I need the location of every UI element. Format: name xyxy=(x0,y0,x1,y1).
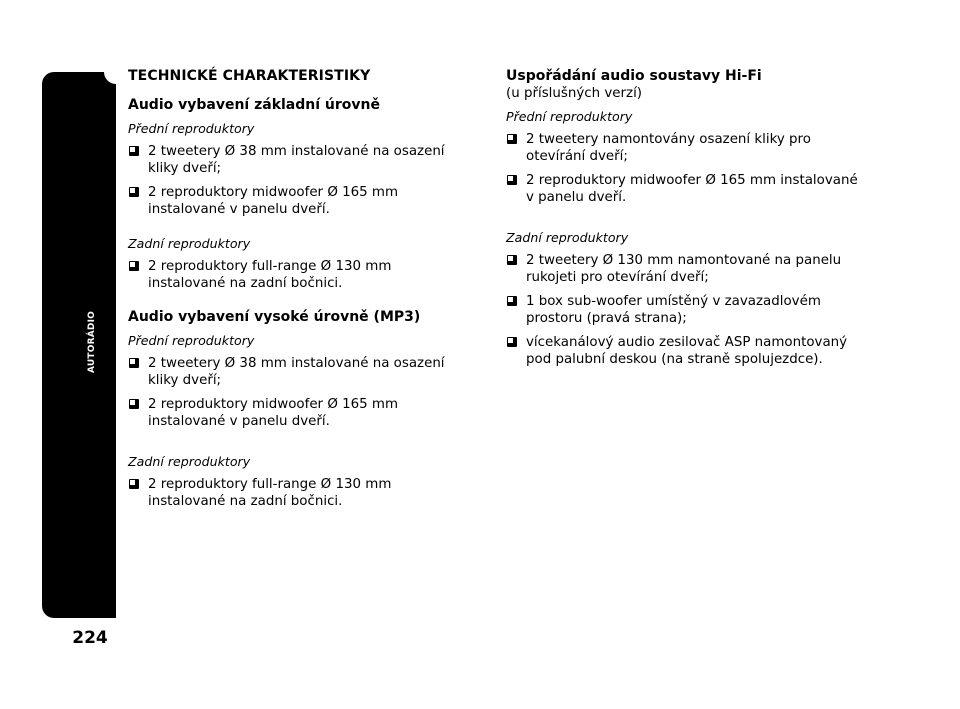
checkbox-bullet-icon xyxy=(507,134,517,144)
list-item xyxy=(506,334,861,368)
list-item-text: 2 reproduktory midwoofer Ø 165 mm instalované v panelu dveří. xyxy=(148,185,399,217)
list-item xyxy=(506,131,861,165)
hifi-note: (u příslušných verzí) xyxy=(506,86,643,101)
checkbox-bullet-icon xyxy=(129,146,139,156)
list-item xyxy=(128,258,473,292)
list-item xyxy=(128,184,473,218)
basic-front-label: Přední reproduktory xyxy=(128,121,255,136)
high-front-label: Přední reproduktory xyxy=(128,333,255,348)
checkbox-bullet-icon xyxy=(507,175,517,185)
list-item xyxy=(128,143,473,177)
list-item xyxy=(506,293,861,327)
list-item-text: 2 reproduktory full-range Ø 130 mm instalované na zadní bočnici. xyxy=(148,259,392,291)
hifi-front-label: Přední reproduktory xyxy=(506,109,633,124)
list-item xyxy=(506,172,861,206)
list-item-text: 2 reproduktory midwoofer Ø 165 mm instalované v panelu dveří. xyxy=(148,397,399,429)
checkbox-bullet-icon xyxy=(507,296,517,306)
checkbox-bullet-icon xyxy=(129,358,139,368)
hifi-rear-label: Zadní reproduktory xyxy=(506,230,629,245)
high-audio-heading: Audio vybavení vysoké úrovně (MP3) xyxy=(128,309,421,325)
right-column xyxy=(506,68,861,375)
list-item xyxy=(128,476,473,510)
side-tab xyxy=(42,72,116,618)
checkbox-bullet-icon xyxy=(129,187,139,197)
list-item xyxy=(128,355,473,389)
list-item-text: 2 tweetery Ø 38 mm instalované na osazení kliky dveří; xyxy=(148,144,445,176)
left-column xyxy=(128,68,473,517)
list-item-text: 2 tweetery namontovány osazení kliky pro otevírání dveří; xyxy=(526,132,811,164)
hifi-heading: Uspořádání audio soustavy Hi-Fi xyxy=(506,68,762,84)
section-label: AUTORÁDIO xyxy=(87,311,97,373)
list-item-text: vícekanálový audio zesilovač ASP namontovaný pod palubní deskou (na straně spolujezdce). xyxy=(526,335,848,367)
list-item-text: 2 tweetery Ø 38 mm instalované na osazení kliky dveří; xyxy=(148,356,445,388)
checkbox-bullet-icon xyxy=(507,255,517,265)
list-item xyxy=(506,252,861,286)
page-number: 224 xyxy=(72,628,108,648)
list-item-text: 2 reproduktory midwoofer Ø 165 mm instalované v panelu dveří. xyxy=(526,173,858,205)
high-rear-label: Zadní reproduktory xyxy=(128,454,251,469)
list-item-text: 2 tweetery Ø 130 mm namontované na panelu rukojeti pro otevírání dveří; xyxy=(526,253,842,285)
checkbox-bullet-icon xyxy=(129,261,139,271)
list-item xyxy=(128,396,473,430)
basic-audio-heading: Audio vybavení základní úrovně xyxy=(128,97,380,113)
list-item-text: 2 reproduktory full-range Ø 130 mm instalované na zadní bočnici. xyxy=(148,477,392,509)
list-item-text: 1 box sub-woofer umístěný v zavazadlovém prostoru (pravá strana); xyxy=(526,294,821,326)
section-title: TECHNICKÉ CHARAKTERISTIKY xyxy=(128,68,371,84)
basic-rear-label: Zadní reproduktory xyxy=(128,236,251,251)
checkbox-bullet-icon xyxy=(507,337,517,347)
checkbox-bullet-icon xyxy=(129,399,139,409)
checkbox-bullet-icon xyxy=(129,479,139,489)
